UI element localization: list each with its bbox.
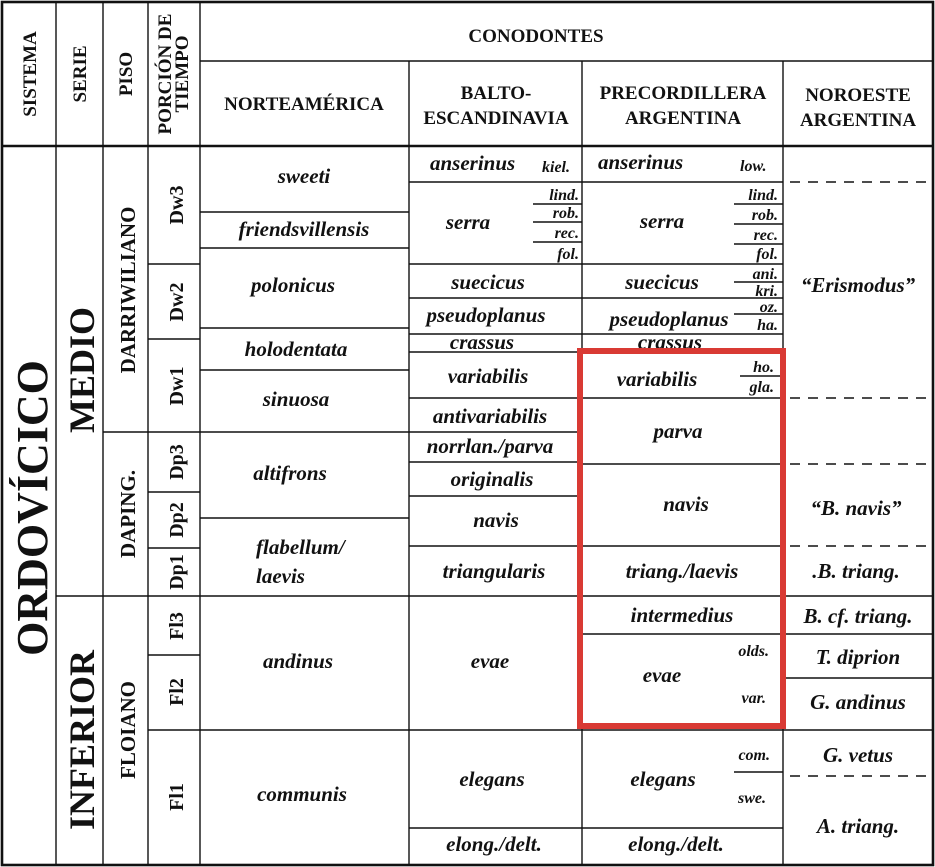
balto-crassus: crassus — [449, 330, 515, 354]
noa-erismodus: “Erismodus” — [800, 273, 916, 297]
balto-elong-delt: elong./delt. — [446, 832, 542, 856]
piso-floiano: FLOIANO — [116, 680, 140, 780]
serie-medio: MEDIO — [62, 307, 102, 433]
pa-intermedius: intermedius — [630, 603, 734, 627]
serie-inferior: INFERIOR — [62, 649, 102, 831]
porcion-fl2: Fl2 — [166, 678, 188, 706]
balto-rec: rec. — [554, 225, 579, 242]
balto-anserinus: anserinus — [430, 151, 516, 175]
balto-fol: fol. — [557, 246, 579, 263]
header-porcion-1: PORCIÓN DE — [155, 13, 176, 135]
na-flabellum: flabellum/ — [256, 535, 345, 559]
pa-triang-laevis: triang./laevis — [625, 559, 739, 583]
balto-rob: rob. — [552, 205, 579, 222]
porcion-dw3: Dw3 — [166, 185, 188, 225]
pa-olds: olds. — [738, 643, 769, 660]
header-balto-1: BALTO- — [460, 83, 532, 104]
porcion-dp3: Dp3 — [166, 444, 188, 480]
pa-evae: evae — [642, 663, 682, 687]
na-holodentata: holodentata — [244, 337, 348, 361]
piso-daping: DAPING. — [116, 469, 140, 559]
pa-crassus: crassus — [637, 330, 703, 354]
sistema-ordovicico: ORDOVÍCICO — [8, 360, 57, 656]
na-friendsvillensis: friendsvillensis — [238, 217, 370, 241]
pa-com: com. — [738, 747, 770, 764]
na-andinus: andinus — [262, 649, 334, 673]
precordillera-zones — [598, 150, 778, 856]
porcion-dw1: Dw1 — [166, 366, 188, 406]
header-precord-1: PRECORDILLERA — [599, 83, 767, 104]
pa-serra: serra — [639, 209, 685, 233]
pa-ho: ho. — [753, 359, 774, 376]
balto-triangularis: triangularis — [442, 559, 546, 583]
balto-zones — [424, 151, 579, 856]
balto-originalis: originalis — [450, 467, 534, 491]
header-noroeste-1: NOROESTE — [805, 85, 911, 106]
piso-darriwiliano: DARRIWILIANO — [116, 206, 140, 374]
pa-ani: ani. — [752, 266, 778, 283]
pa-swe: swe. — [738, 790, 766, 807]
pa-parva: parva — [653, 419, 703, 443]
header — [20, 14, 916, 135]
noroeste-zones — [801, 273, 916, 838]
pa-low: low. — [740, 158, 767, 175]
porcion-fl3: Fl3 — [166, 612, 188, 640]
pa-kri: kri. — [755, 283, 778, 300]
balto-suecicus: suecicus — [451, 270, 525, 294]
noa-b-triang: .B. triang. — [812, 559, 900, 583]
pa-lind: lind. — [748, 187, 778, 204]
na-communis: communis — [257, 782, 347, 806]
pa-pseudoplanus: pseudoplanus — [609, 307, 729, 331]
noa-a-triang: A. triang. — [816, 814, 900, 838]
header-noroeste-2: ARGENTINA — [799, 110, 917, 131]
noa-g-andinus: G. andinus — [810, 690, 906, 714]
balto-serra: serra — [445, 210, 491, 234]
noa-b-cf-triang: B. cf. triang. — [803, 604, 913, 628]
porcion-dp2: Dp2 — [166, 502, 188, 538]
balto-variabilis: variabilis — [447, 364, 529, 388]
na-laevis: laevis — [256, 564, 305, 588]
balto-pseudoplanus: pseudoplanus — [426, 303, 546, 327]
header-norteamerica: NORTEAMÉRICA — [224, 94, 384, 115]
header-precord-2: ARGENTINA — [624, 108, 742, 129]
porcion-fl1: Fl1 — [166, 783, 188, 811]
porcion-dp1: Dp1 — [166, 554, 188, 590]
chronostratigraphy — [8, 186, 188, 830]
pa-suecicus: suecicus — [625, 270, 699, 294]
header-piso: PISO — [116, 51, 137, 97]
noa-t-diprion: T. diprion — [815, 645, 901, 669]
highlight-box — [580, 351, 783, 726]
pa-var: var. — [741, 690, 766, 707]
pa-fol: fol. — [756, 246, 778, 263]
balto-lind: lind. — [549, 187, 579, 204]
na-polonicus: polonicus — [250, 273, 336, 297]
header-serie: SERIE — [70, 45, 91, 103]
header-balto-2: ESCANDINAVIA — [423, 108, 569, 129]
pa-oz: oz. — [759, 299, 778, 316]
pa-ha: ha. — [757, 317, 778, 334]
na-altifrons: altifrons — [253, 461, 327, 485]
porcion-dw2: Dw2 — [166, 282, 188, 322]
balto-kiel: kiel. — [542, 159, 570, 176]
noa-g-vetus: G. vetus — [823, 743, 893, 767]
balto-elegans: elegans — [459, 767, 525, 791]
pa-rob: rob. — [751, 207, 778, 224]
na-sinuosa: sinuosa — [262, 387, 330, 411]
header-porcion-2: TIEMPO — [172, 35, 193, 113]
pa-navis: navis — [663, 492, 709, 516]
header-sistema: SISTEMA — [20, 31, 41, 117]
pa-gla: gla. — [749, 379, 774, 396]
header-conodontes: CONODONTES — [468, 26, 604, 47]
balto-antivariabilis: antivariabilis — [432, 404, 548, 428]
balto-norrlan-parva: norrlan./parva — [426, 434, 554, 458]
noa-b-navis: “B. navis” — [810, 496, 902, 520]
pa-variabilis: variabilis — [616, 367, 698, 391]
balto-evae: evae — [470, 649, 510, 673]
norteamerica-zones — [239, 164, 370, 806]
pa-elong-delt: elong./delt. — [628, 832, 724, 856]
na-sweeti: sweeti — [277, 164, 331, 188]
balto-navis: navis — [473, 508, 519, 532]
pa-anserinus: anserinus — [598, 150, 684, 174]
pa-rec: rec. — [753, 227, 778, 244]
pa-elegans: elegans — [630, 767, 696, 791]
